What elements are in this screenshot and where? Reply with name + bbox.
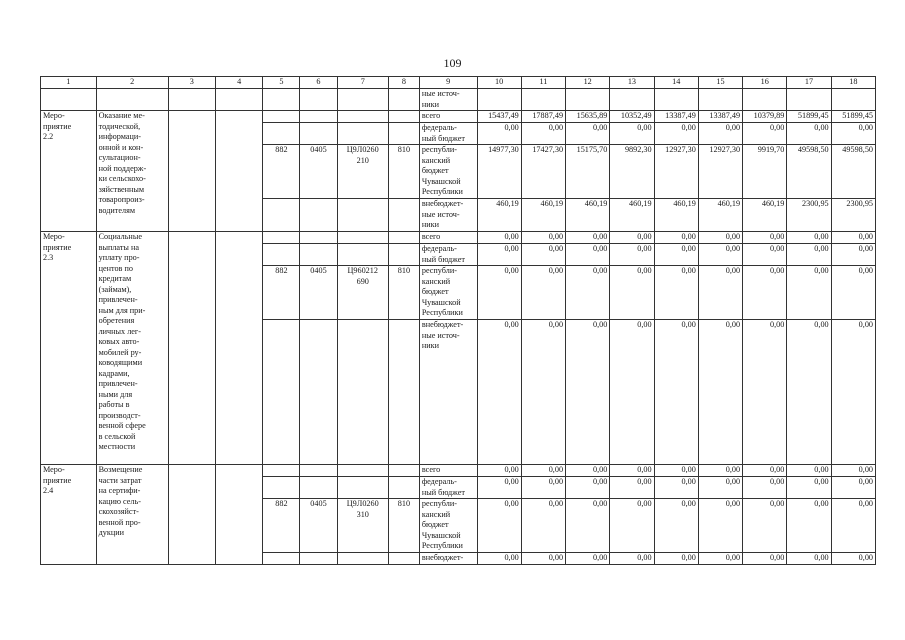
code-type: 810 bbox=[388, 266, 419, 320]
measure-label: Меро- приятие 2.2 bbox=[41, 111, 97, 232]
column-number-header: 9 bbox=[419, 77, 477, 89]
value-cell: 0,00 bbox=[831, 244, 875, 266]
table-cell bbox=[477, 89, 521, 111]
column-number-header: 4 bbox=[216, 77, 263, 89]
value-cell: 0,00 bbox=[698, 244, 742, 266]
value-cell: 0,00 bbox=[521, 499, 565, 553]
value-cell: 0,00 bbox=[831, 477, 875, 499]
code-target: Ц9Л0260 210 bbox=[337, 145, 388, 199]
value-cell: 0,00 bbox=[477, 244, 521, 266]
funding-source: всего bbox=[419, 465, 477, 477]
value-cell: 14977,30 bbox=[477, 145, 521, 199]
value-cell: 0,00 bbox=[698, 499, 742, 553]
value-cell: 0,00 bbox=[566, 477, 610, 499]
value-cell: 460,19 bbox=[477, 199, 521, 232]
value-cell: 12927,30 bbox=[654, 145, 698, 199]
table-cell bbox=[831, 89, 875, 111]
code-admin bbox=[263, 232, 300, 244]
table-cell bbox=[698, 89, 742, 111]
code-target bbox=[337, 465, 388, 477]
table-row bbox=[41, 232, 876, 244]
column-number-header: 12 bbox=[566, 77, 610, 89]
table-cell bbox=[96, 89, 168, 111]
code-target bbox=[337, 244, 388, 266]
value-cell: 0,00 bbox=[831, 266, 875, 320]
value-cell: 0,00 bbox=[477, 123, 521, 145]
value-cell: 0,00 bbox=[610, 499, 654, 553]
value-cell: 0,00 bbox=[566, 320, 610, 465]
column-number-header: 5 bbox=[263, 77, 300, 89]
value-cell: 0,00 bbox=[610, 244, 654, 266]
value-cell: 0,00 bbox=[477, 553, 521, 565]
value-cell: 0,00 bbox=[610, 465, 654, 477]
code-target bbox=[337, 199, 388, 232]
measure-description: Оказание ме- тодической, информаци- онной и кон- сультацион- ной поддерж- ки сельскохо- зяйственным товаропроиз- водителям bbox=[96, 111, 168, 232]
value-cell: 0,00 bbox=[743, 244, 787, 266]
column-number-header: 14 bbox=[654, 77, 698, 89]
value-cell: 0,00 bbox=[787, 553, 831, 565]
code-type bbox=[388, 111, 419, 123]
value-cell: 460,19 bbox=[698, 199, 742, 232]
code-section bbox=[300, 111, 337, 123]
column-number-header: 18 bbox=[831, 77, 875, 89]
code-admin: 882 bbox=[263, 499, 300, 553]
column-number-header: 3 bbox=[168, 77, 215, 89]
code-admin: 882 bbox=[263, 145, 300, 199]
value-cell: 0,00 bbox=[654, 232, 698, 244]
funding-source: всего bbox=[419, 232, 477, 244]
value-cell: 0,00 bbox=[831, 320, 875, 465]
value-cell: 0,00 bbox=[698, 232, 742, 244]
value-cell: 0,00 bbox=[698, 465, 742, 477]
table-cell bbox=[610, 89, 654, 111]
code-admin bbox=[263, 123, 300, 145]
table-body bbox=[41, 77, 876, 565]
column-number-header: 6 bbox=[300, 77, 337, 89]
value-cell: 460,19 bbox=[654, 199, 698, 232]
value-cell: 13387,49 bbox=[654, 111, 698, 123]
value-cell: 460,19 bbox=[610, 199, 654, 232]
value-cell: 0,00 bbox=[743, 465, 787, 477]
table-cell bbox=[168, 465, 215, 565]
code-section: 0405 bbox=[300, 266, 337, 320]
value-cell: 0,00 bbox=[521, 477, 565, 499]
header-row bbox=[41, 77, 876, 89]
value-cell: 0,00 bbox=[698, 123, 742, 145]
code-target bbox=[337, 477, 388, 499]
table-cell bbox=[300, 89, 337, 111]
funding-source: всего bbox=[419, 111, 477, 123]
table-cell bbox=[337, 89, 388, 111]
value-cell: 460,19 bbox=[743, 199, 787, 232]
funding-source: внебюджет- ные источ- ники bbox=[419, 199, 477, 232]
value-cell: 0,00 bbox=[831, 553, 875, 565]
table-cell bbox=[566, 89, 610, 111]
table-cell bbox=[743, 89, 787, 111]
value-cell: 15437,49 bbox=[477, 111, 521, 123]
value-cell: 0,00 bbox=[521, 266, 565, 320]
code-type: 810 bbox=[388, 145, 419, 199]
value-cell: 0,00 bbox=[698, 477, 742, 499]
funding-source: федераль- ный бюджет bbox=[419, 123, 477, 145]
value-cell: 17427,30 bbox=[521, 145, 565, 199]
table-row bbox=[41, 465, 876, 477]
code-type bbox=[388, 232, 419, 244]
measure-description: Социальные выплаты на уплату про- центов по кредитам (займам), привлечен- ным для при- обретения личных лег- ковых авто- мобилей ру- ководящими кадрами, привлечен- ными для работы в производст- венной сфере в сельской местности bbox=[96, 232, 168, 465]
code-type bbox=[388, 244, 419, 266]
column-number-header: 1 bbox=[41, 77, 97, 89]
value-cell: 0,00 bbox=[477, 499, 521, 553]
value-cell: 15635,89 bbox=[566, 111, 610, 123]
value-cell: 12927,30 bbox=[698, 145, 742, 199]
value-cell: 13387,49 bbox=[698, 111, 742, 123]
value-cell: 0,00 bbox=[610, 123, 654, 145]
funding-source: республи- канский бюджет Чувашской Республики bbox=[419, 145, 477, 199]
value-cell: 0,00 bbox=[654, 499, 698, 553]
value-cell: 0,00 bbox=[787, 477, 831, 499]
column-number-header: 11 bbox=[521, 77, 565, 89]
column-number-header: 8 bbox=[388, 77, 419, 89]
value-cell: 0,00 bbox=[787, 499, 831, 553]
value-cell: 0,00 bbox=[566, 244, 610, 266]
code-admin bbox=[263, 111, 300, 123]
value-cell: 0,00 bbox=[610, 266, 654, 320]
value-cell: 0,00 bbox=[566, 553, 610, 565]
value-cell: 0,00 bbox=[610, 477, 654, 499]
value-cell: 0,00 bbox=[787, 465, 831, 477]
value-cell: 0,00 bbox=[654, 320, 698, 465]
value-cell: 0,00 bbox=[787, 244, 831, 266]
code-target bbox=[337, 232, 388, 244]
table-cell bbox=[216, 232, 263, 465]
funding-source: федераль- ный бюджет bbox=[419, 244, 477, 266]
column-number-header: 2 bbox=[96, 77, 168, 89]
code-target: Ц9Л0260 310 bbox=[337, 499, 388, 553]
continuation-row bbox=[41, 89, 876, 111]
value-cell: 49598,50 bbox=[787, 145, 831, 199]
table-cell bbox=[521, 89, 565, 111]
code-admin bbox=[263, 477, 300, 499]
column-number-header: 16 bbox=[743, 77, 787, 89]
code-target bbox=[337, 123, 388, 145]
value-cell: 0,00 bbox=[521, 123, 565, 145]
table-cell bbox=[787, 89, 831, 111]
value-cell: 0,00 bbox=[566, 266, 610, 320]
value-cell: 0,00 bbox=[743, 499, 787, 553]
table-cell bbox=[654, 89, 698, 111]
code-admin bbox=[263, 199, 300, 232]
value-cell: 9919,70 bbox=[743, 145, 787, 199]
table-cell bbox=[216, 465, 263, 565]
value-cell: 10352,49 bbox=[610, 111, 654, 123]
code-section bbox=[300, 465, 337, 477]
value-cell: 0,00 bbox=[698, 553, 742, 565]
value-cell: 2300,95 bbox=[831, 199, 875, 232]
value-cell: 51899,45 bbox=[787, 111, 831, 123]
column-number-header: 10 bbox=[477, 77, 521, 89]
table-cell: ные источ- ники bbox=[419, 89, 477, 111]
value-cell: 0,00 bbox=[610, 553, 654, 565]
table-cell bbox=[263, 89, 300, 111]
measure-label: Меро- приятие 2.3 bbox=[41, 232, 97, 465]
code-type bbox=[388, 553, 419, 565]
measure-description: Возмещение части затрат на сертифи- кацию сель- скохозяйст- венной про- дукции bbox=[96, 465, 168, 565]
value-cell: 0,00 bbox=[477, 320, 521, 465]
budget-table bbox=[40, 76, 876, 565]
value-cell: 0,00 bbox=[477, 465, 521, 477]
value-cell: 0,00 bbox=[477, 477, 521, 499]
code-type bbox=[388, 123, 419, 145]
code-section bbox=[300, 477, 337, 499]
code-section bbox=[300, 123, 337, 145]
value-cell: 0,00 bbox=[698, 320, 742, 465]
code-section bbox=[300, 244, 337, 266]
code-section bbox=[300, 320, 337, 465]
column-number-header: 15 bbox=[698, 77, 742, 89]
code-section bbox=[300, 232, 337, 244]
value-cell: 49598,50 bbox=[831, 145, 875, 199]
code-section bbox=[300, 199, 337, 232]
column-number-header: 13 bbox=[610, 77, 654, 89]
funding-source: внебюджет- bbox=[419, 553, 477, 565]
value-cell: 0,00 bbox=[654, 465, 698, 477]
value-cell: 460,19 bbox=[521, 199, 565, 232]
table-cell bbox=[216, 111, 263, 232]
value-cell: 51899,45 bbox=[831, 111, 875, 123]
funding-source: республи- канский бюджет Чувашской Республики bbox=[419, 499, 477, 553]
value-cell: 0,00 bbox=[831, 499, 875, 553]
column-number-header: 17 bbox=[787, 77, 831, 89]
code-type bbox=[388, 465, 419, 477]
funding-source: внебюджет- ные источ- ники bbox=[419, 320, 477, 465]
value-cell: 0,00 bbox=[566, 465, 610, 477]
value-cell: 0,00 bbox=[654, 123, 698, 145]
code-target: Ц960212 690 bbox=[337, 266, 388, 320]
value-cell: 0,00 bbox=[610, 320, 654, 465]
value-cell: 0,00 bbox=[566, 499, 610, 553]
value-cell: 0,00 bbox=[787, 320, 831, 465]
value-cell: 0,00 bbox=[521, 553, 565, 565]
value-cell: 0,00 bbox=[477, 266, 521, 320]
code-admin: 882 bbox=[263, 266, 300, 320]
code-admin bbox=[263, 244, 300, 266]
measure-label: Меро- приятие 2.4 bbox=[41, 465, 97, 565]
value-cell: 0,00 bbox=[698, 266, 742, 320]
value-cell: 0,00 bbox=[787, 123, 831, 145]
value-cell: 9892,30 bbox=[610, 145, 654, 199]
value-cell: 0,00 bbox=[743, 232, 787, 244]
value-cell: 0,00 bbox=[521, 320, 565, 465]
code-type: 810 bbox=[388, 499, 419, 553]
table-cell bbox=[388, 89, 419, 111]
code-type bbox=[388, 320, 419, 465]
value-cell: 15175,70 bbox=[566, 145, 610, 199]
table-cell bbox=[216, 89, 263, 111]
page-number: 109 bbox=[443, 56, 462, 70]
value-cell: 0,00 bbox=[787, 232, 831, 244]
code-admin bbox=[263, 320, 300, 465]
value-cell: 0,00 bbox=[743, 553, 787, 565]
value-cell: 0,00 bbox=[831, 123, 875, 145]
table-row bbox=[41, 111, 876, 123]
value-cell: 0,00 bbox=[521, 465, 565, 477]
value-cell: 0,00 bbox=[521, 244, 565, 266]
code-type bbox=[388, 199, 419, 232]
value-cell: 0,00 bbox=[743, 266, 787, 320]
code-type bbox=[388, 477, 419, 499]
value-cell: 0,00 bbox=[743, 320, 787, 465]
code-admin bbox=[263, 553, 300, 565]
code-section: 0405 bbox=[300, 499, 337, 553]
table-cell bbox=[168, 89, 215, 111]
value-cell: 460,19 bbox=[566, 199, 610, 232]
value-cell: 0,00 bbox=[521, 232, 565, 244]
value-cell: 0,00 bbox=[831, 232, 875, 244]
value-cell: 0,00 bbox=[654, 244, 698, 266]
value-cell: 0,00 bbox=[566, 123, 610, 145]
value-cell: 0,00 bbox=[477, 232, 521, 244]
value-cell: 0,00 bbox=[831, 465, 875, 477]
value-cell: 0,00 bbox=[654, 477, 698, 499]
value-cell: 0,00 bbox=[743, 123, 787, 145]
value-cell: 10379,89 bbox=[743, 111, 787, 123]
value-cell: 0,00 bbox=[566, 232, 610, 244]
column-number-header: 7 bbox=[337, 77, 388, 89]
code-target bbox=[337, 553, 388, 565]
table-cell bbox=[41, 89, 97, 111]
value-cell: 17887,49 bbox=[521, 111, 565, 123]
value-cell: 2300,95 bbox=[787, 199, 831, 232]
value-cell: 0,00 bbox=[654, 266, 698, 320]
code-admin bbox=[263, 465, 300, 477]
code-target bbox=[337, 320, 388, 465]
code-target bbox=[337, 111, 388, 123]
code-section bbox=[300, 553, 337, 565]
table-cell bbox=[168, 111, 215, 232]
value-cell: 0,00 bbox=[743, 477, 787, 499]
value-cell: 0,00 bbox=[610, 232, 654, 244]
funding-source: республи- канский бюджет Чувашской Республики bbox=[419, 266, 477, 320]
value-cell: 0,00 bbox=[787, 266, 831, 320]
table-cell bbox=[168, 232, 215, 465]
funding-source: федераль- ный бюджет bbox=[419, 477, 477, 499]
value-cell: 0,00 bbox=[654, 553, 698, 565]
code-section: 0405 bbox=[300, 145, 337, 199]
